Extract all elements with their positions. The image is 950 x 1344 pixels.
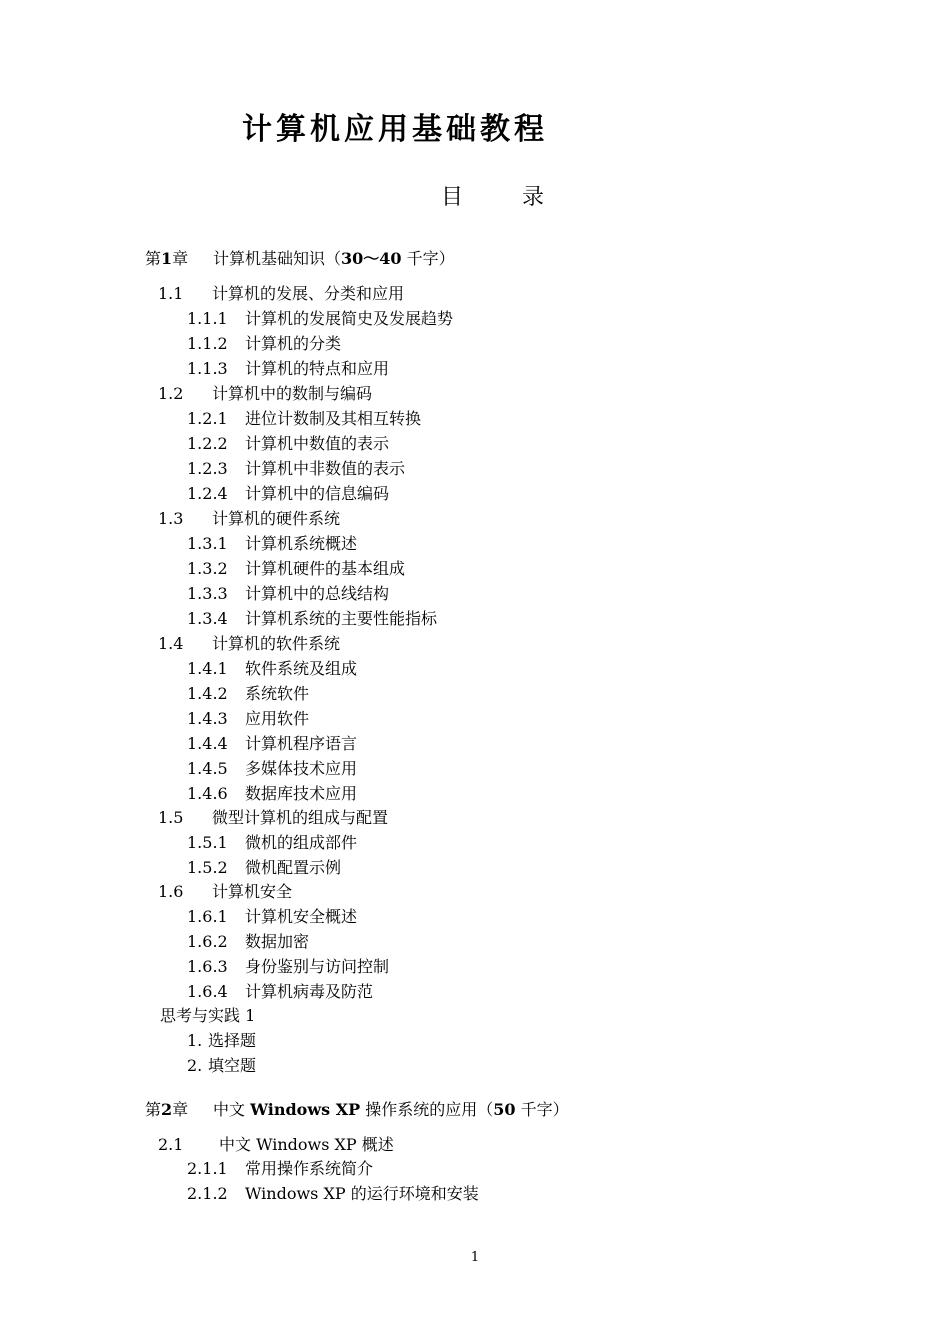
toc-subsection[interactable]: 1.6.1 计算机安全概述 [187, 907, 358, 926]
toc-subsection[interactable]: 1.4.2 系统软件 [187, 684, 310, 703]
toc-subsection[interactable]: 2.1.2 Windows XP 的运行环境和安装 [187, 1184, 479, 1203]
toc-subsection[interactable]: 1.4.1 软件系统及组成 [187, 659, 358, 678]
toc-subsection[interactable]: 1.1.1 计算机的发展简史及发展趋势 [187, 309, 454, 328]
toc-subsection[interactable]: 1.2.3 计算机中非数值的表示 [187, 459, 406, 478]
toc-subsection[interactable]: 1.2.2 计算机中数值的表示 [187, 434, 390, 453]
toc-subsection[interactable]: 1.4.3 应用软件 [187, 709, 310, 728]
toc-subsection[interactable]: 1.3.1 计算机系统概述 [187, 534, 358, 553]
toc-subsection[interactable]: 1.6.4 计算机病毒及防范 [187, 982, 374, 1001]
toc-subsection[interactable]: 1.3.3 计算机中的总线结构 [187, 584, 390, 603]
toc-section[interactable]: 1.4 计算机的软件系统 [158, 634, 341, 653]
toc-subsection[interactable]: 1.5.1 微机的组成部件 [187, 833, 358, 852]
toc-subsection[interactable]: 1.4.6 数据库技术应用 [187, 784, 358, 803]
toc-exercise[interactable]: 思考与实践 1 [160, 1006, 256, 1025]
toc-heading: 目 录 [441, 185, 570, 210]
toc-subsection[interactable]: 1.2.4 计算机中的信息编码 [187, 484, 390, 503]
toc-subsection[interactable]: 1.4.4 计算机程序语言 [187, 734, 358, 753]
toc-section[interactable]: 1.5 微型计算机的组成与配置 [158, 808, 389, 827]
toc-subsection[interactable]: 1.5.2 微机配置示例 [187, 858, 342, 877]
toc-exercise-item[interactable]: 1. 选择题 [187, 1031, 257, 1050]
toc-section[interactable]: 1.1 计算机的发展、分类和应用 [158, 284, 405, 303]
toc-subsection[interactable]: 1.2.1 进位计数制及其相互转换 [187, 409, 422, 428]
chapter-heading[interactable]: 第1章 计算机基础知识（30～40 千字） [145, 249, 455, 268]
page-number: 1 [470, 1250, 480, 1265]
chapter-heading[interactable]: 第2章 中文 Windows XP 操作系统的应用（50 千字） [145, 1100, 569, 1119]
toc-subsection[interactable]: 2.1.1 常用操作系统简介 [187, 1159, 374, 1178]
book-title: 计算机应用基础教程 [242, 112, 548, 147]
toc-subsection[interactable]: 1.4.5 多媒体技术应用 [187, 759, 358, 778]
toc-subsection[interactable]: 1.3.2 计算机硬件的基本组成 [187, 559, 406, 578]
toc-exercise-item[interactable]: 2. 填空题 [187, 1056, 257, 1075]
toc-subsection[interactable]: 1.1.3 计算机的特点和应用 [187, 359, 390, 378]
toc-subsection[interactable]: 1.6.2 数据加密 [187, 932, 310, 951]
toc-subsection[interactable]: 1.3.4 计算机系统的主要性能指标 [187, 609, 438, 628]
toc-section[interactable]: 1.6 计算机安全 [158, 882, 293, 901]
toc-section[interactable]: 1.2 计算机中的数制与编码 [158, 384, 373, 403]
toc-subsection[interactable]: 1.6.3 身份鉴别与访问控制 [187, 957, 390, 976]
toc-subsection[interactable]: 1.1.2 计算机的分类 [187, 334, 342, 353]
toc-section[interactable]: 2.1 中文 Windows XP 概述 [158, 1135, 394, 1154]
toc-section[interactable]: 1.3 计算机的硬件系统 [158, 509, 341, 528]
